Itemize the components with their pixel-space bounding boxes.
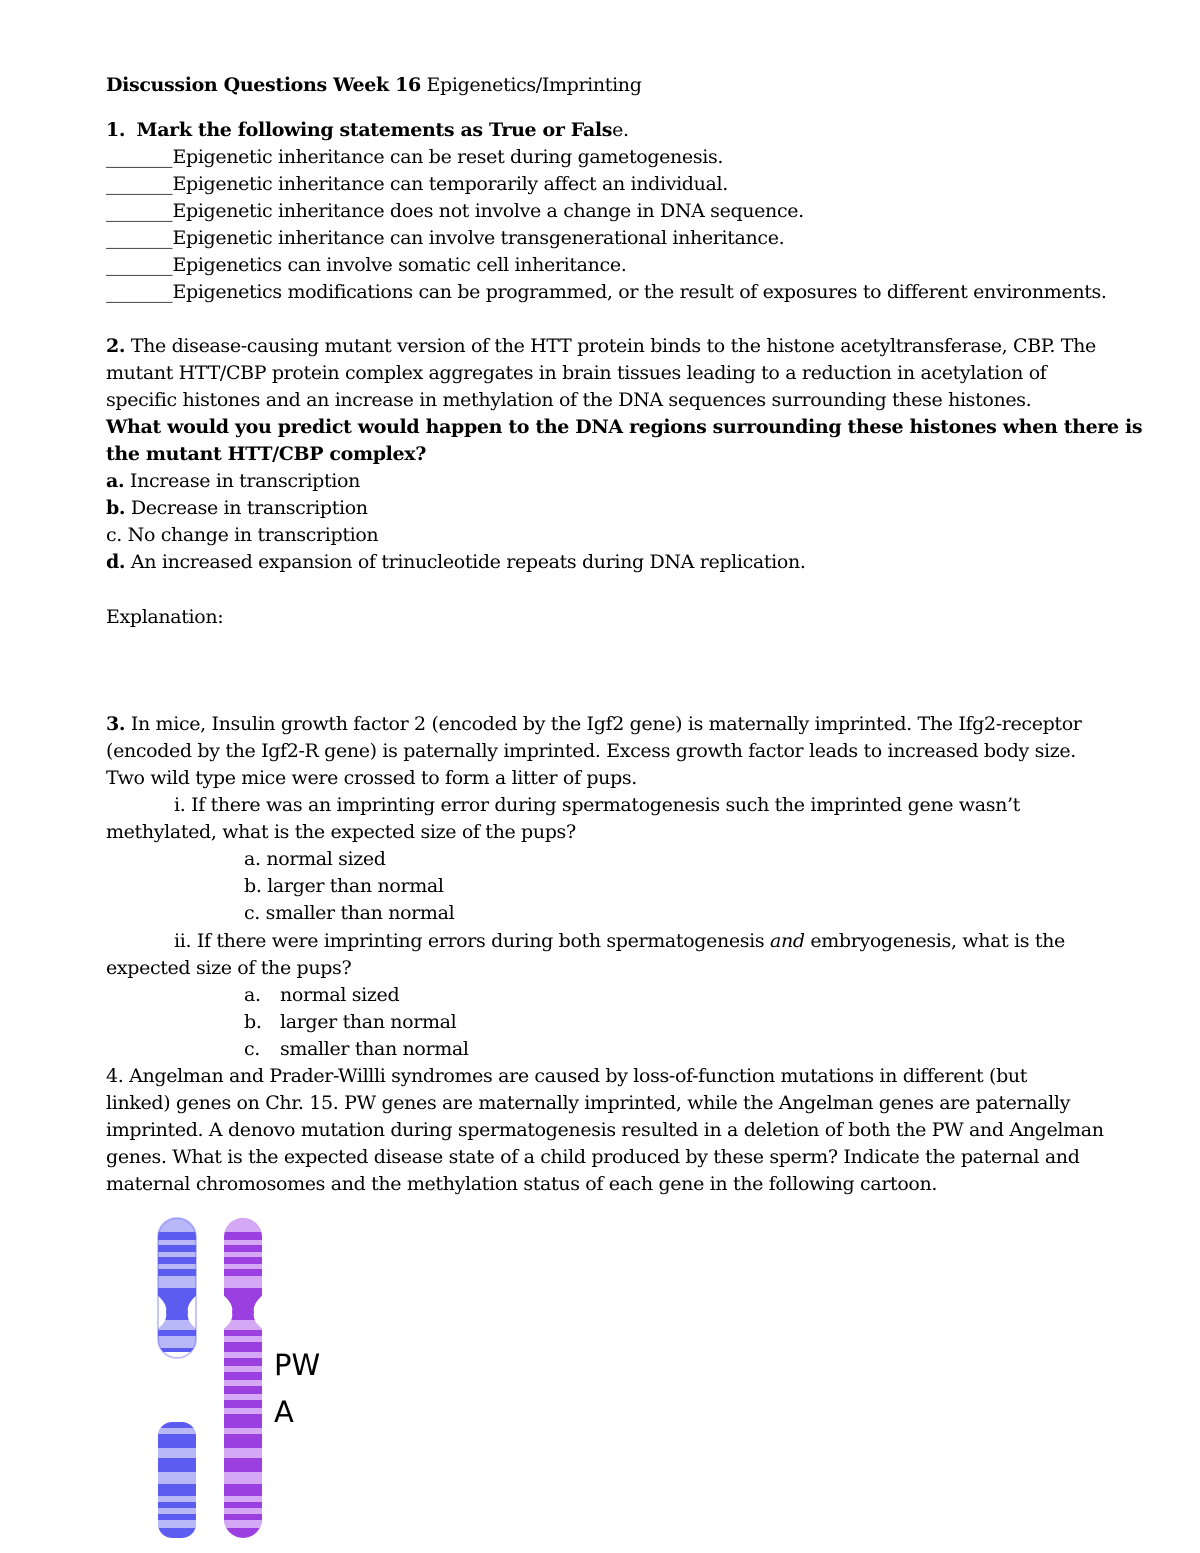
purple-chromosome [222, 1218, 264, 1538]
option-text: No change in transcription [121, 524, 379, 546]
statement-text: Epigenetics can involve somatic cell inheritance. [172, 254, 627, 276]
chromosome-band [224, 1408, 262, 1414]
q3-i-option-c[interactable]: c. smaller than normal [244, 902, 455, 924]
option-text: An increased expansion of trinucleotide repeats during DNA replication. [125, 551, 806, 573]
q3-ii-option-b[interactable] [244, 1009, 456, 1035]
chromosome-band [158, 1252, 196, 1257]
q1-prompt [106, 117, 629, 143]
q1-statement [106, 144, 723, 170]
q2-option-c[interactable] [106, 522, 378, 548]
blue-chromosome-lower [158, 1422, 196, 1538]
answer-blank[interactable]: _______ [106, 146, 173, 168]
chromosome-band [224, 1428, 262, 1434]
statement-text: Epigenetics modifications can be programmed, or the result of exposures to different environments. [172, 281, 1107, 303]
answer-blank[interactable]: _______ [106, 227, 173, 249]
chromosome-band [158, 1240, 196, 1245]
answer-blank[interactable]: _______ [106, 173, 173, 195]
statement-text: Epigenetic inheritance can be reset during gametogenesis. [172, 146, 724, 168]
chromosome-band [158, 1276, 196, 1288]
statement-text: Epigenetic inheritance can involve transgenerational inheritance. [172, 227, 785, 249]
chromosome-band [224, 1394, 262, 1400]
option-letter: c. [106, 524, 122, 546]
chromosome-band [224, 1496, 262, 1502]
q2-option-d[interactable] [106, 549, 806, 575]
q2-line: specific histones and an increase in methylation of the DNA sequences surrounding these histones. [106, 389, 1032, 411]
chromosome-band [224, 1252, 262, 1257]
option-letter: c. [244, 1038, 260, 1060]
q2-option-b[interactable] [106, 495, 368, 521]
chromosome-band [224, 1472, 262, 1484]
chromosome-band [224, 1508, 262, 1514]
q2-line: The disease-causing mutant version of the HTT protein binds to the histone acetyltransferase, CBP. The [125, 335, 1096, 357]
chromosome-band [158, 1448, 196, 1458]
blue-chromosome-upper [156, 1218, 198, 1358]
q1-prompt-rest: e. [612, 119, 629, 141]
q3-part-ii [174, 928, 1065, 954]
answer-blank[interactable]: _______ [106, 200, 173, 222]
q1-statement [106, 225, 784, 251]
chromosome-band [158, 1472, 196, 1484]
part-ii-emphasis: and [769, 930, 805, 952]
option-letter: b. [244, 1011, 262, 1033]
chromosome-band [224, 1336, 262, 1342]
option-letter: a. [106, 470, 125, 492]
chromosome-band [224, 1264, 262, 1269]
q4-line: maternal chromosomes and the methylation status of each gene in the following cartoon. [106, 1173, 938, 1195]
q1-number: 1. [106, 119, 126, 141]
chromosome-band [158, 1496, 196, 1502]
answer-blank[interactable]: _______ [106, 254, 173, 276]
chromosome-band [158, 1508, 196, 1514]
q3-line: Two wild type mice were crossed to form a litter of pups. [106, 767, 637, 789]
chromosome-band [224, 1352, 262, 1358]
q3-part-i: i. If there was an imprinting error during spermatogenesis such the imprinted gene wasn’t [174, 794, 1020, 816]
q3-line: In mice, Insulin growth factor 2 (encoded by the Igf2 gene) is maternally imprinted. The Ifg2-receptor [125, 713, 1082, 735]
q2-text [106, 333, 1096, 359]
q1-statement [106, 198, 804, 224]
option-text: Increase in transcription [124, 470, 360, 492]
q4-line: genes. What is the expected disease state of a child produced by these sperm? Indicate the paternal and [106, 1146, 1080, 1168]
chromosome-band [224, 1380, 262, 1386]
q1-statement [106, 171, 728, 197]
option-letter: a. [244, 984, 261, 1006]
q1-statement [106, 279, 1107, 305]
statement-text: Epigenetic inheritance can temporarily affect an individual. [172, 173, 728, 195]
option-letter: d. [106, 551, 126, 573]
answer-blank[interactable]: _______ [106, 281, 173, 303]
q2-option-a[interactable] [106, 468, 360, 494]
chromosome-band [158, 1218, 196, 1232]
chromosome-band [158, 1264, 196, 1269]
title-subject: Epigenetics/Imprinting [420, 74, 642, 96]
option-text: smaller than normal [280, 1038, 469, 1060]
q1-prompt-bold: Mark the following statements as True or Fals [136, 119, 613, 141]
q3-number: 3. [106, 713, 126, 735]
option-letter: b. [106, 497, 126, 519]
q3-line: (encoded by the Igf2-R gene) is paternally imprinted. Excess growth factor leads to increased body size. [106, 740, 1076, 762]
q4-line: linked) genes on Chr. 15. PW genes are maternally imprinted, while the Angelman genes are paternally [106, 1092, 1070, 1114]
q3-text [106, 711, 1082, 737]
option-text: normal sized [280, 984, 400, 1006]
chromosome-band [224, 1520, 262, 1528]
q3-part-i-cont: methylated, what is the expected size of the pups? [106, 821, 576, 843]
option-text: larger than normal [280, 1011, 457, 1033]
q3-i-option-a[interactable]: a. normal sized [244, 848, 386, 870]
chromosome-band [158, 1428, 196, 1434]
q2-question: What would you predict would happen to the DNA regions surrounding these histones when there is [106, 416, 1143, 438]
page-title [106, 72, 642, 98]
q3-ii-option-a[interactable] [244, 982, 399, 1008]
label-angelman: A [274, 1395, 294, 1429]
title-bold: Discussion Questions Week 16 [106, 74, 421, 96]
statement-text: Epigenetic inheritance does not involve a change in DNA sequence. [172, 200, 804, 222]
q2-question: the mutant HTT/CBP complex? [106, 443, 427, 465]
q3-i-option-b[interactable]: b. larger than normal [244, 875, 444, 897]
label-pw: PW [274, 1348, 321, 1382]
q2-line: mutant HTT/CBP protein complex aggregates in brain tissues leading to a reduction in acetylation of [106, 362, 1047, 384]
q4-line: imprinted. A denovo mutation during spermatogenesis resulted in a deletion of both the PW and Angelman [106, 1119, 1104, 1141]
q4-line: 4. Angelman and Prader-Willli syndromes are caused by loss-of-function mutations in different (but [106, 1065, 1028, 1087]
option-text: Decrease in transcription [125, 497, 368, 519]
chromosome-figure [150, 1212, 350, 1552]
part-ii-text: ii. If there were imprinting errors during both spermatogenesis [174, 930, 770, 952]
part-ii-text: embryogenesis, what is the [804, 930, 1065, 952]
chromosome-band [224, 1276, 262, 1288]
chromosome-band [224, 1240, 262, 1245]
q1-statement [106, 252, 626, 278]
chromosome-band [158, 1336, 196, 1348]
chromosome-band [224, 1448, 262, 1458]
chromosome-band [158, 1520, 196, 1528]
q2-number: 2. [106, 335, 126, 357]
q3-ii-option-c[interactable] [244, 1036, 469, 1062]
explanation-label: Explanation: [106, 606, 224, 628]
chromosome-band [224, 1218, 262, 1232]
chromosome-band [224, 1366, 262, 1372]
q3-part-ii-cont: expected size of the pups? [106, 957, 352, 979]
